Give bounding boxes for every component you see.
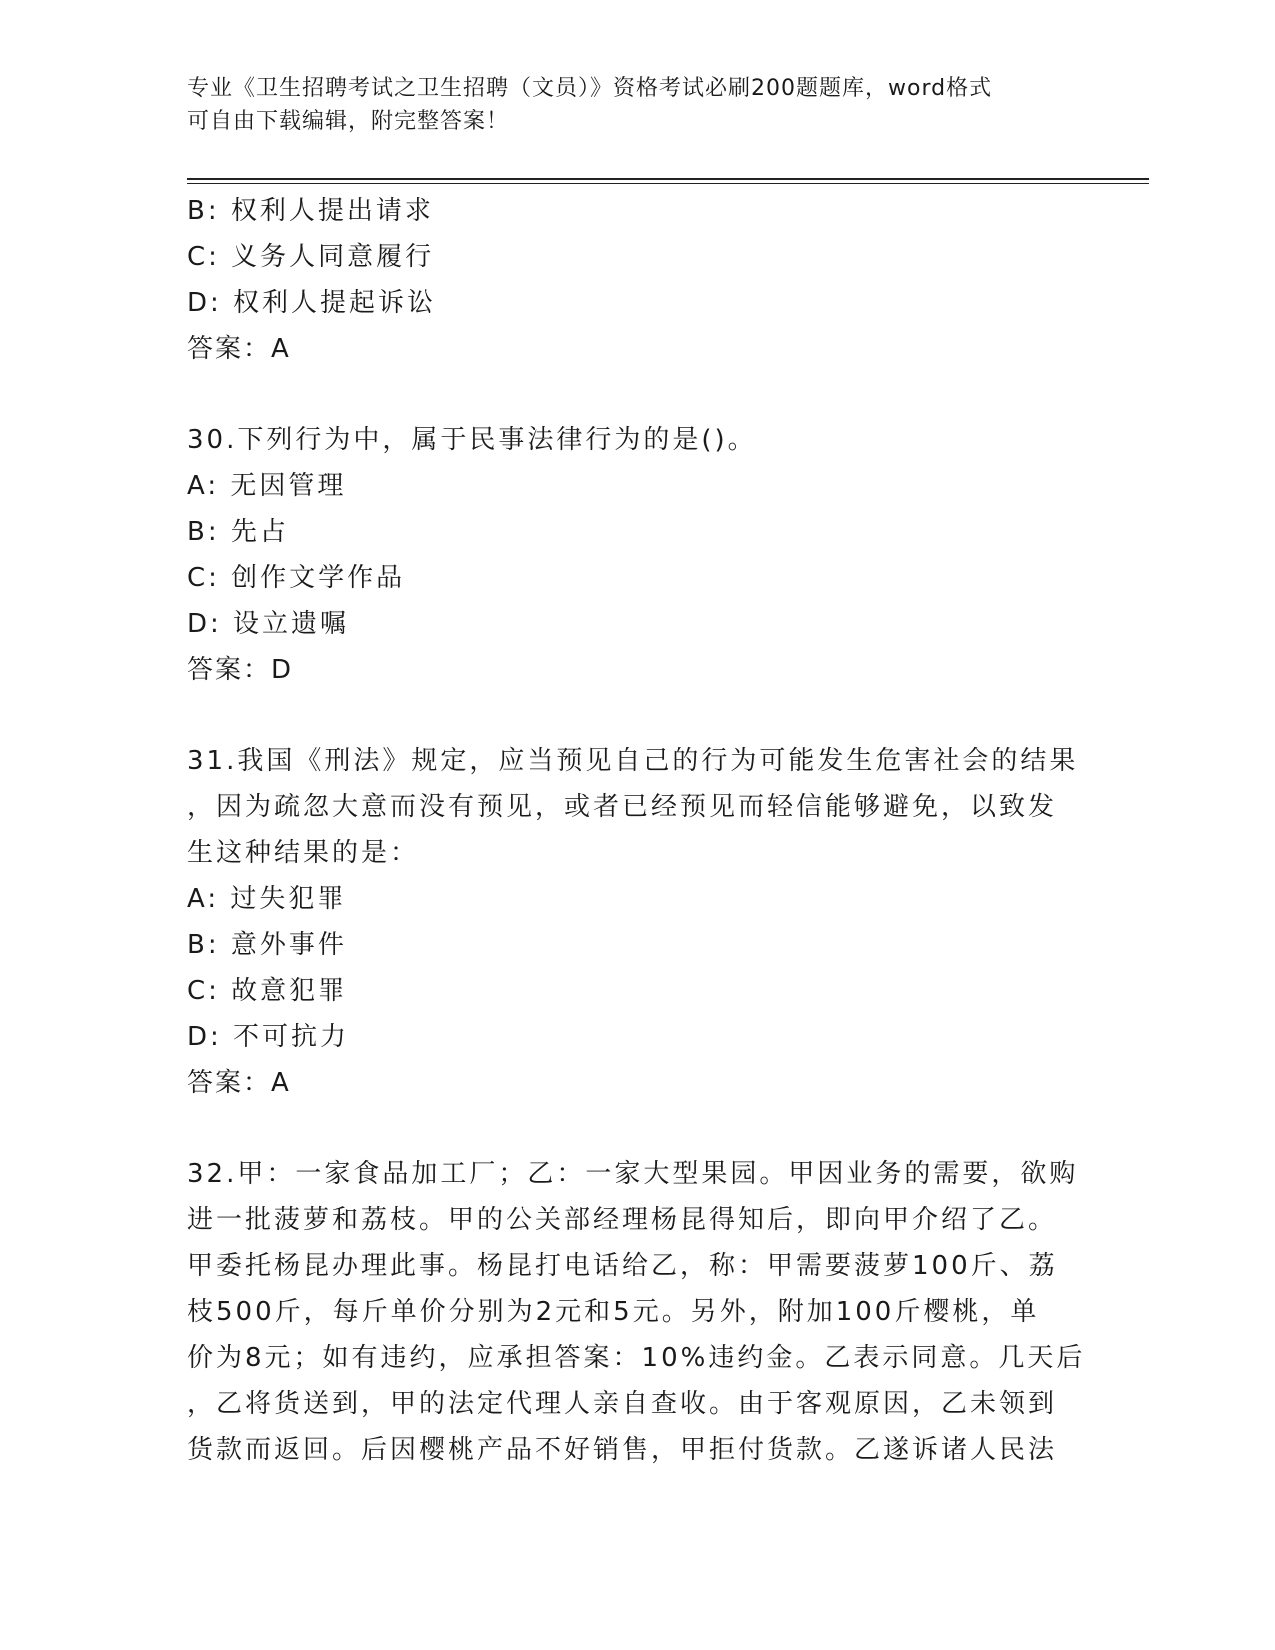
question-30	[187, 417, 1067, 693]
spacer	[187, 693, 1067, 738]
header-divider-thin	[187, 183, 1149, 184]
option-d: D: 权利人提起诉讼	[187, 288, 437, 318]
question-32	[187, 1151, 1086, 1473]
option-b: B: 先占	[187, 517, 289, 547]
document-header	[187, 72, 1067, 138]
option-a: A: 无因管理	[187, 471, 347, 501]
question-stem-line: 进一批菠萝和荔枝。甲的公关部经理杨昆得知后，即向甲介绍了乙。	[187, 1205, 1058, 1235]
question-29-continued	[187, 188, 1067, 372]
option-c: C: 创作文学作品	[187, 563, 406, 593]
header-line-1: 专业《卫生招聘考试之卫生招聘（文员）》资格考试必刷200题题库，word格式	[187, 76, 993, 101]
spacer	[187, 372, 1067, 417]
question-stem-line: 生这种结果的是：	[187, 838, 420, 868]
option-d: D: 设立遗嘱	[187, 609, 350, 639]
option-b: B: 权利人提出请求	[187, 196, 434, 226]
question-stem-line: 甲委托杨昆办理此事。杨昆打电话给乙，称：甲需要菠萝100斤、荔	[187, 1251, 1058, 1281]
question-stem-line: 货款而返回。后因樱桃产品不好销售，甲拒付货款。乙遂诉诸人民法	[187, 1435, 1058, 1465]
question-stem-line: 32.甲：一家食品加工厂；乙：一家大型果园。甲因业务的需要，欲购	[187, 1159, 1079, 1189]
question-stem-line: 31.我国《刑法》规定，应当预见自己的行为可能发生危害社会的结果	[187, 746, 1079, 776]
answer-line: 答案：D	[187, 655, 294, 685]
option-a: A: 过失犯罪	[187, 884, 347, 914]
header-line-2: 可自由下载编辑，附完整答案！	[187, 109, 510, 134]
question-stem-line: ，因为疏忽大意而没有预见，或者已经预见而轻信能够避免，以致发	[187, 792, 1058, 822]
header-divider-thick	[187, 178, 1149, 180]
answer-line: 答案：A	[187, 1068, 291, 1098]
option-b: B: 意外事件	[187, 930, 347, 960]
spacer	[187, 1106, 1067, 1151]
document-body	[187, 188, 1086, 1473]
option-c: C: 故意犯罪	[187, 976, 348, 1006]
question-stem: 30.下列行为中，属于民事法律行为的是()。	[187, 425, 757, 455]
question-stem-line: ，乙将货送到，甲的法定代理人亲自查收。由于客观原因，乙未领到	[187, 1389, 1058, 1419]
question-stem-line: 枝500斤，每斤单价分别为2元和5元。另外，附加100斤樱桃，单	[187, 1297, 1040, 1327]
answer-line: 答案：A	[187, 334, 291, 364]
option-d: D: 不可抗力	[187, 1022, 350, 1052]
question-31	[187, 738, 1079, 1106]
question-stem-line: 价为8元；如有违约，应承担答案：10%违约金。乙表示同意。几天后	[187, 1343, 1086, 1373]
option-c: C: 义务人同意履行	[187, 242, 435, 272]
